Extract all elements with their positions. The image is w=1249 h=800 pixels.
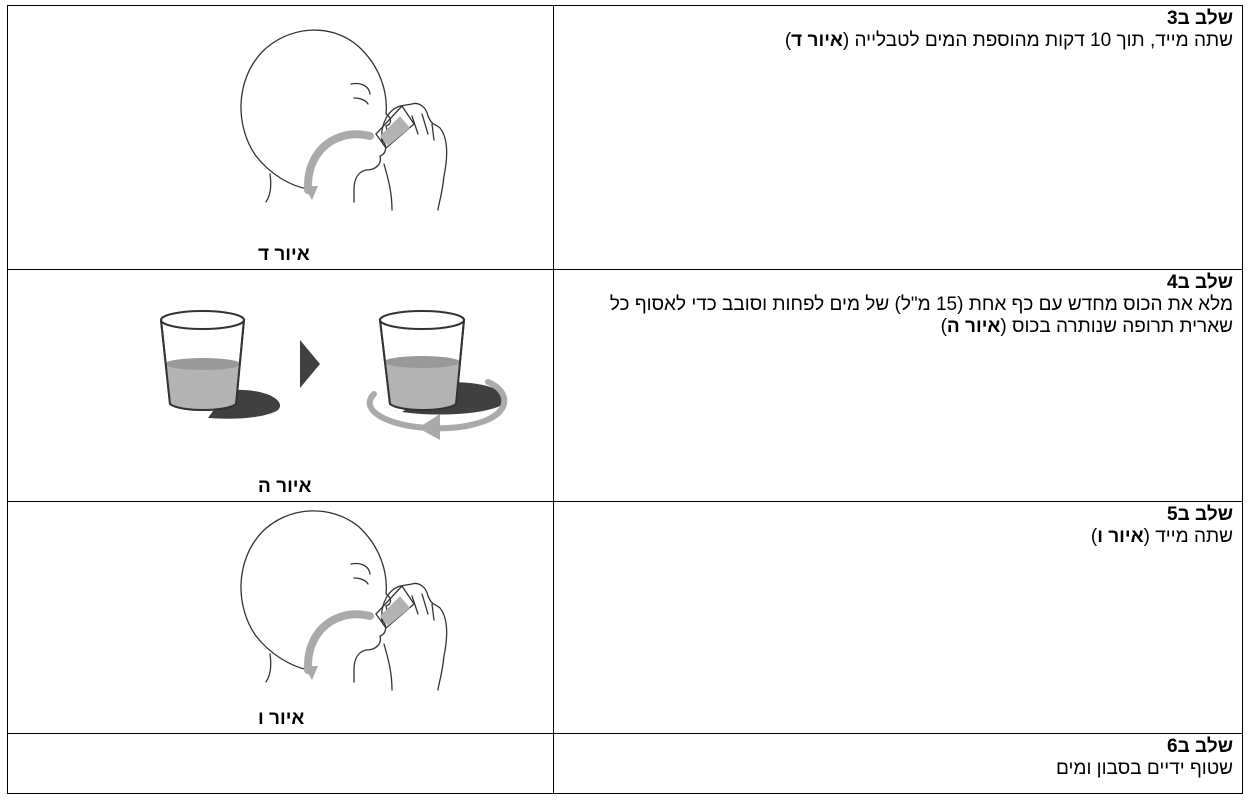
step-title: שלב ב5 [1167, 504, 1233, 525]
step-title: שלב ב3 [1167, 8, 1233, 29]
step-row-b6 [8, 734, 1243, 794]
figure-cell-d [8, 6, 554, 270]
figure-caption-v: איור ו [258, 708, 305, 729]
figure-reference: איור ה [946, 316, 1001, 337]
step-instruction-text: מלא את הכוס מחדש עם כף אחת (15 מ"ל) של מים לפחות וסובב כדי לאסוף כל שארית תרופה שנותרה בכוס ( [609, 294, 1233, 337]
step-row-b5 [8, 502, 1243, 734]
person-drinking-icon [8, 6, 574, 270]
step-instruction-text: שטוף ידיים בסבון ומים [1055, 758, 1233, 779]
step-title: שלב ב6 [1167, 736, 1233, 757]
step-instruction-end: ) [1090, 526, 1098, 547]
instruction-steps-table [7, 5, 1243, 794]
figure-cell-h [8, 270, 554, 502]
person-drinking-icon [8, 502, 574, 734]
step-text-cell-b5 [554, 502, 1243, 734]
figure-cell-empty [8, 734, 554, 794]
step-instruction-end: ) [940, 316, 947, 337]
step-instruction-end: ) [784, 30, 792, 51]
step-instruction [563, 30, 1233, 52]
figure-caption-h: איור ה [258, 476, 312, 497]
step-instruction [563, 526, 1233, 548]
step-title: שלב ב4 [1167, 272, 1233, 293]
step-text-cell-b6 [554, 734, 1243, 794]
step-instruction-text: שתה מייד, תוך 10 דקות מהוספת המים לטבלייה ( [842, 30, 1233, 51]
figure-reference: איור ו [1097, 526, 1144, 547]
step-text-cell-b3 [554, 6, 1243, 270]
step-instruction [563, 758, 1233, 780]
step-instruction-text: שתה מייד ( [1143, 526, 1233, 547]
figure-cell-v [8, 502, 554, 734]
figure-reference: איור ד [791, 30, 843, 51]
step-text-cell-b4 [554, 270, 1243, 502]
cup-swirl-icon [8, 270, 574, 502]
step-row-b3 [8, 6, 1243, 270]
step-row-b4 [8, 270, 1243, 502]
step-instruction [563, 294, 1233, 338]
figure-caption-d: איור ד [258, 244, 310, 265]
